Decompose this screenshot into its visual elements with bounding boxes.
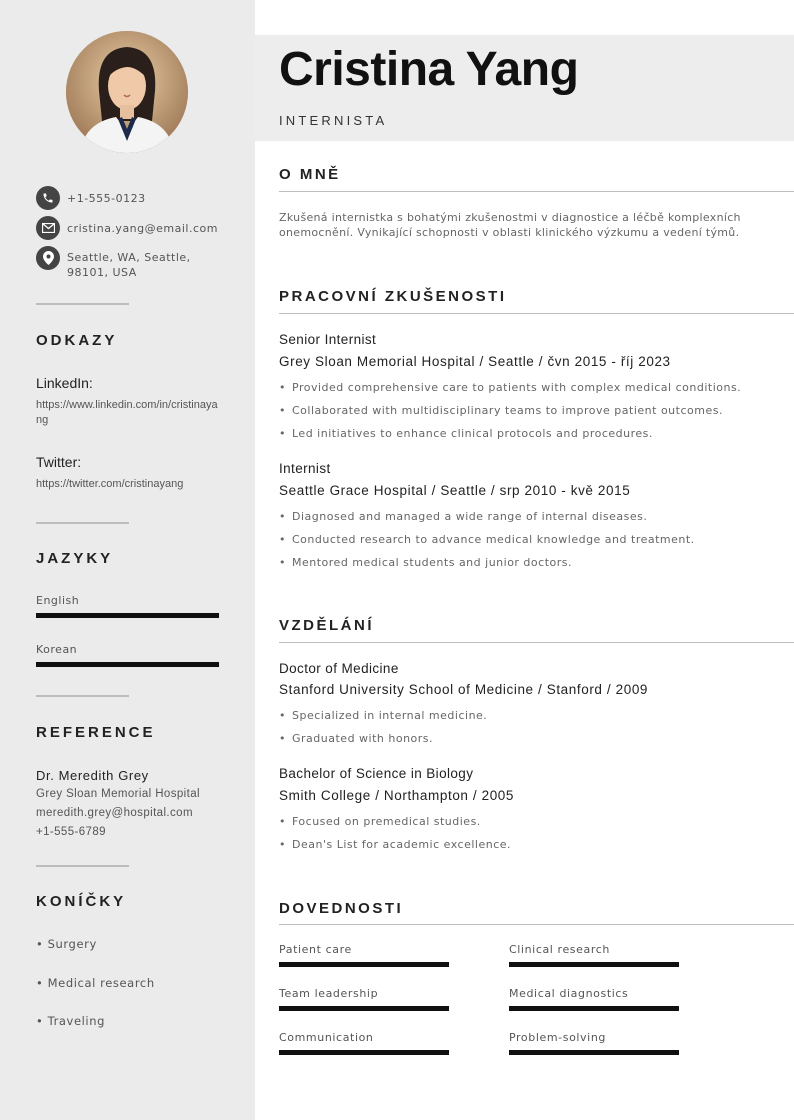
degree: Doctor of Medicine bbox=[279, 661, 399, 676]
reference-organization: Grey Sloan Memorial Hospital bbox=[36, 788, 200, 800]
section-rule bbox=[279, 191, 794, 192]
linkedin-link[interactable]: https://www.linkedin.com/in/cristinayang bbox=[36, 399, 218, 426]
job-bullet: • Diagnosed and managed a wide range of internal diseases. bbox=[279, 510, 647, 523]
hobby-label: Traveling bbox=[47, 1014, 106, 1028]
skill-name: Patient care bbox=[279, 943, 352, 956]
skills-heading: DOVEDNOSTI bbox=[279, 900, 404, 917]
section-rule bbox=[279, 313, 794, 314]
education-heading: VZDĚLÁNÍ bbox=[279, 617, 374, 634]
degree: Bachelor of Science in Biology bbox=[279, 766, 474, 781]
school: Smith College / Northampton / 2005 bbox=[279, 788, 515, 803]
language-name: English bbox=[36, 594, 80, 607]
education-bullet: • Dean's List for academic excellence. bbox=[279, 838, 511, 851]
education-bullet: • Specialized in internal medicine. bbox=[279, 709, 487, 722]
job-organization: Seattle Grace Hospital / Seattle / srp 2010 - kvě 2015 bbox=[279, 483, 631, 498]
job-bullet: • Collaborated with multidisciplinary teams to improve patient outcomes. bbox=[279, 404, 723, 417]
reference-name: Dr. Meredith Grey bbox=[36, 768, 149, 783]
job-title: INTERNISTA bbox=[279, 113, 388, 128]
skill-level-bar bbox=[509, 1006, 679, 1011]
hobby-label: Medical research bbox=[47, 976, 155, 990]
skill-level-bar bbox=[279, 962, 449, 967]
languages-heading: JAZYKY bbox=[36, 550, 114, 567]
skill-name: Clinical research bbox=[509, 943, 610, 956]
skill-name: Communication bbox=[279, 1031, 374, 1044]
job-position: Senior Internist bbox=[279, 332, 377, 347]
skill-level-bar bbox=[279, 1006, 449, 1011]
about-heading: O MNĚ bbox=[279, 166, 341, 183]
job-position: Internist bbox=[279, 461, 331, 476]
profile-photo bbox=[66, 31, 188, 153]
email-icon bbox=[36, 216, 60, 240]
reference-heading: REFERENCE bbox=[36, 724, 156, 741]
hobby-item: • Medical research bbox=[36, 976, 155, 990]
linkedin-label: LinkedIn: bbox=[36, 375, 93, 391]
section-rule bbox=[279, 924, 794, 925]
job-bullet: • Conducted research to advance medical knowledge and treatment. bbox=[279, 533, 695, 546]
email-text: cristina.yang@email.com bbox=[67, 222, 218, 235]
hobbies-heading: KONÍČKY bbox=[36, 893, 127, 910]
experience-heading: PRACOVNÍ ZKUŠENOSTI bbox=[279, 288, 507, 305]
phone-icon bbox=[36, 186, 60, 210]
education-bullet: • Focused on premedical studies. bbox=[279, 815, 481, 828]
skill-level-bar bbox=[279, 1050, 449, 1055]
page-title: Cristina Yang bbox=[279, 43, 579, 96]
reference-phone: +1-555-6789 bbox=[36, 826, 106, 838]
skill-name: Medical diagnostics bbox=[509, 987, 629, 1000]
phone-text: +1-555-0123 bbox=[67, 192, 146, 205]
job-bullet: • Provided comprehensive care to patients with complex medical conditions. bbox=[279, 381, 741, 394]
divider bbox=[36, 303, 129, 305]
education-bullet: • Graduated with honors. bbox=[279, 732, 433, 745]
job-organization: Grey Sloan Memorial Hospital / Seattle / čvn 2015 - říj 2023 bbox=[279, 354, 671, 369]
language-level-bar bbox=[36, 613, 219, 618]
contact-email bbox=[36, 216, 218, 240]
address-text: Seattle, WA, Seattle, 98101, USA bbox=[67, 251, 191, 279]
contact-phone bbox=[36, 186, 207, 210]
school: Stanford University School of Medicine / Stanford / 2009 bbox=[279, 682, 649, 697]
section-rule bbox=[279, 642, 794, 643]
hobby-label: Surgery bbox=[47, 937, 97, 951]
location-pin-icon bbox=[36, 246, 60, 270]
divider bbox=[36, 695, 129, 697]
language-name: Korean bbox=[36, 643, 78, 656]
job-bullet: • Led initiatives to enhance clinical protocols and procedures. bbox=[279, 427, 653, 440]
language-level-bar bbox=[36, 662, 219, 667]
sidebar bbox=[0, 0, 255, 1120]
twitter-label: Twitter: bbox=[36, 454, 82, 470]
skill-name: Problem-solving bbox=[509, 1031, 606, 1044]
job-bullet: • Mentored medical students and junior doctors. bbox=[279, 556, 572, 569]
skill-level-bar bbox=[509, 962, 679, 967]
contact-address bbox=[36, 246, 207, 280]
twitter-link[interactable]: https://twitter.com/cristinayang bbox=[36, 478, 184, 490]
skill-name: Team leadership bbox=[279, 987, 379, 1000]
about-text: Zkušená internistka s bohatými zkušenostmi v diagnostice a léčbě komplexních onemocnění. Vynikající schopnosti v oblasti klinického výzkumu a vedení týmů. bbox=[279, 211, 741, 239]
divider bbox=[36, 522, 129, 524]
links-heading: ODKAZY bbox=[36, 332, 118, 349]
reference-email[interactable]: meredith.grey@hospital.com bbox=[36, 807, 193, 819]
divider bbox=[36, 865, 129, 867]
hobby-item: • Surgery bbox=[36, 937, 97, 951]
hobby-item: • Traveling bbox=[36, 1014, 106, 1028]
skill-level-bar bbox=[509, 1050, 679, 1055]
